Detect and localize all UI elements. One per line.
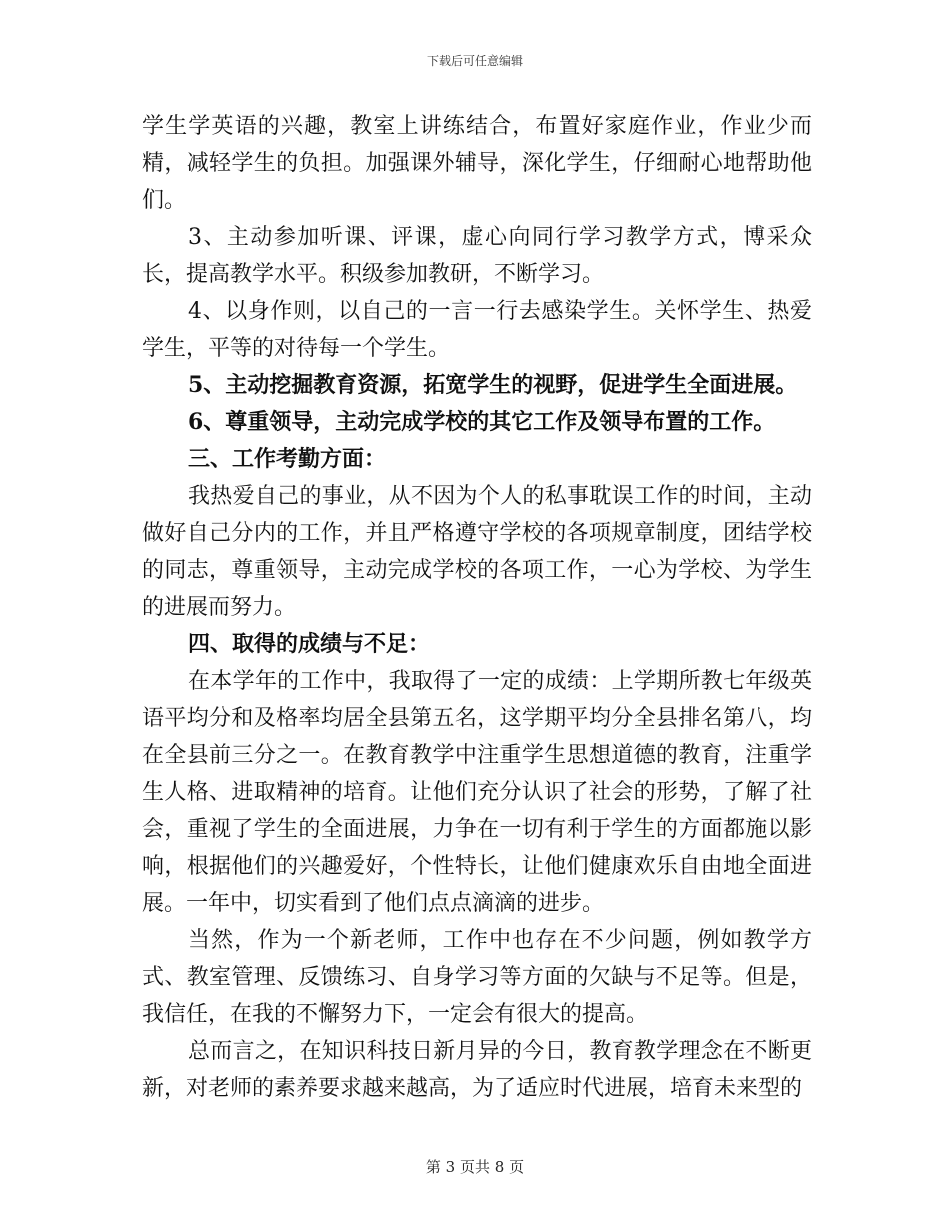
paragraph-summary: 总而言之，在知识科技日新月异的今日，教育教学理念在不断更新，对老师的素养要求越来越高，为了适应时代进展，培育未来型的 xyxy=(142,1039,812,1101)
page-number-footer: 第 3 页共 8 页 xyxy=(425,1158,525,1176)
section-heading-achievements: 四、取得的成绩与不足： xyxy=(188,631,431,657)
page-header: 下载后可任意编辑 xyxy=(426,54,523,68)
paragraph-item-5: 5、主动挖掘教育资源，拓宽学生的视野，促进学生全面进展。 xyxy=(188,372,798,398)
paragraph-attendance: 我热爱自己的事业，从不因为个人的私事耽误工作的时间，主动做好自己分内的工作，并且严格遵守学校的各项规章制度，团结学校的同志，尊重领导，主动完成学校的各项工作，一心为学校、为学生的进展而努力。 xyxy=(142,484,812,620)
paragraph-item-3: 3、主动参加听课、评课，虚心向同行学习教学方式，博采众长，提高教学水平。积级参加教研，不断学习。 xyxy=(142,225,812,287)
paragraph-continued: 学生学英语的兴趣，教室上讲练结合，布置好家庭作业，作业少而精，减轻学生的负担。加强课外辅导，深化学生，仔细耐心地帮助他们。 xyxy=(142,114,812,213)
paragraph-item-6: 6、尊重领导，主动完成学校的其它工作及领导布置的工作。 xyxy=(188,409,776,435)
paragraph-item-4: 4、以身作则，以自己的一言一行去感染学生。关怀学生、热爱学生，平等的对待每一个学生。 xyxy=(142,299,812,361)
paragraph-achievements: 在本学年的工作中，我取得了一定的成绩：上学期所教七年级英语平均分和及格率均居全县第五名，这学期平均分全县排名第八，均在全县前三分之一。在教育教学中注重学生思想道德的教育，注重学生人格、进取精神的培育。让他们充分认识了社会的形势，了解了社会，重视了学生的全面进展，力争在一切有利于学生的方面都施以影响，根据他们的兴趣爱好，个性特长，让他们健康欢乐自由地全面进展。一年中，切实看到了他们点点滴滴的进步。 xyxy=(142,669,812,916)
paragraph-shortcomings: 当然，作为一个新老师，工作中也存在不少问题，例如教学方式、教室管理、反馈练习、自身学习等方面的欠缺与不足等。但是，我信任，在我的不懈努力下，一定会有很大的提高。 xyxy=(142,928,812,1027)
section-heading-attendance: 三、工作考勤方面： xyxy=(188,446,387,472)
document-body xyxy=(142,108,812,1107)
